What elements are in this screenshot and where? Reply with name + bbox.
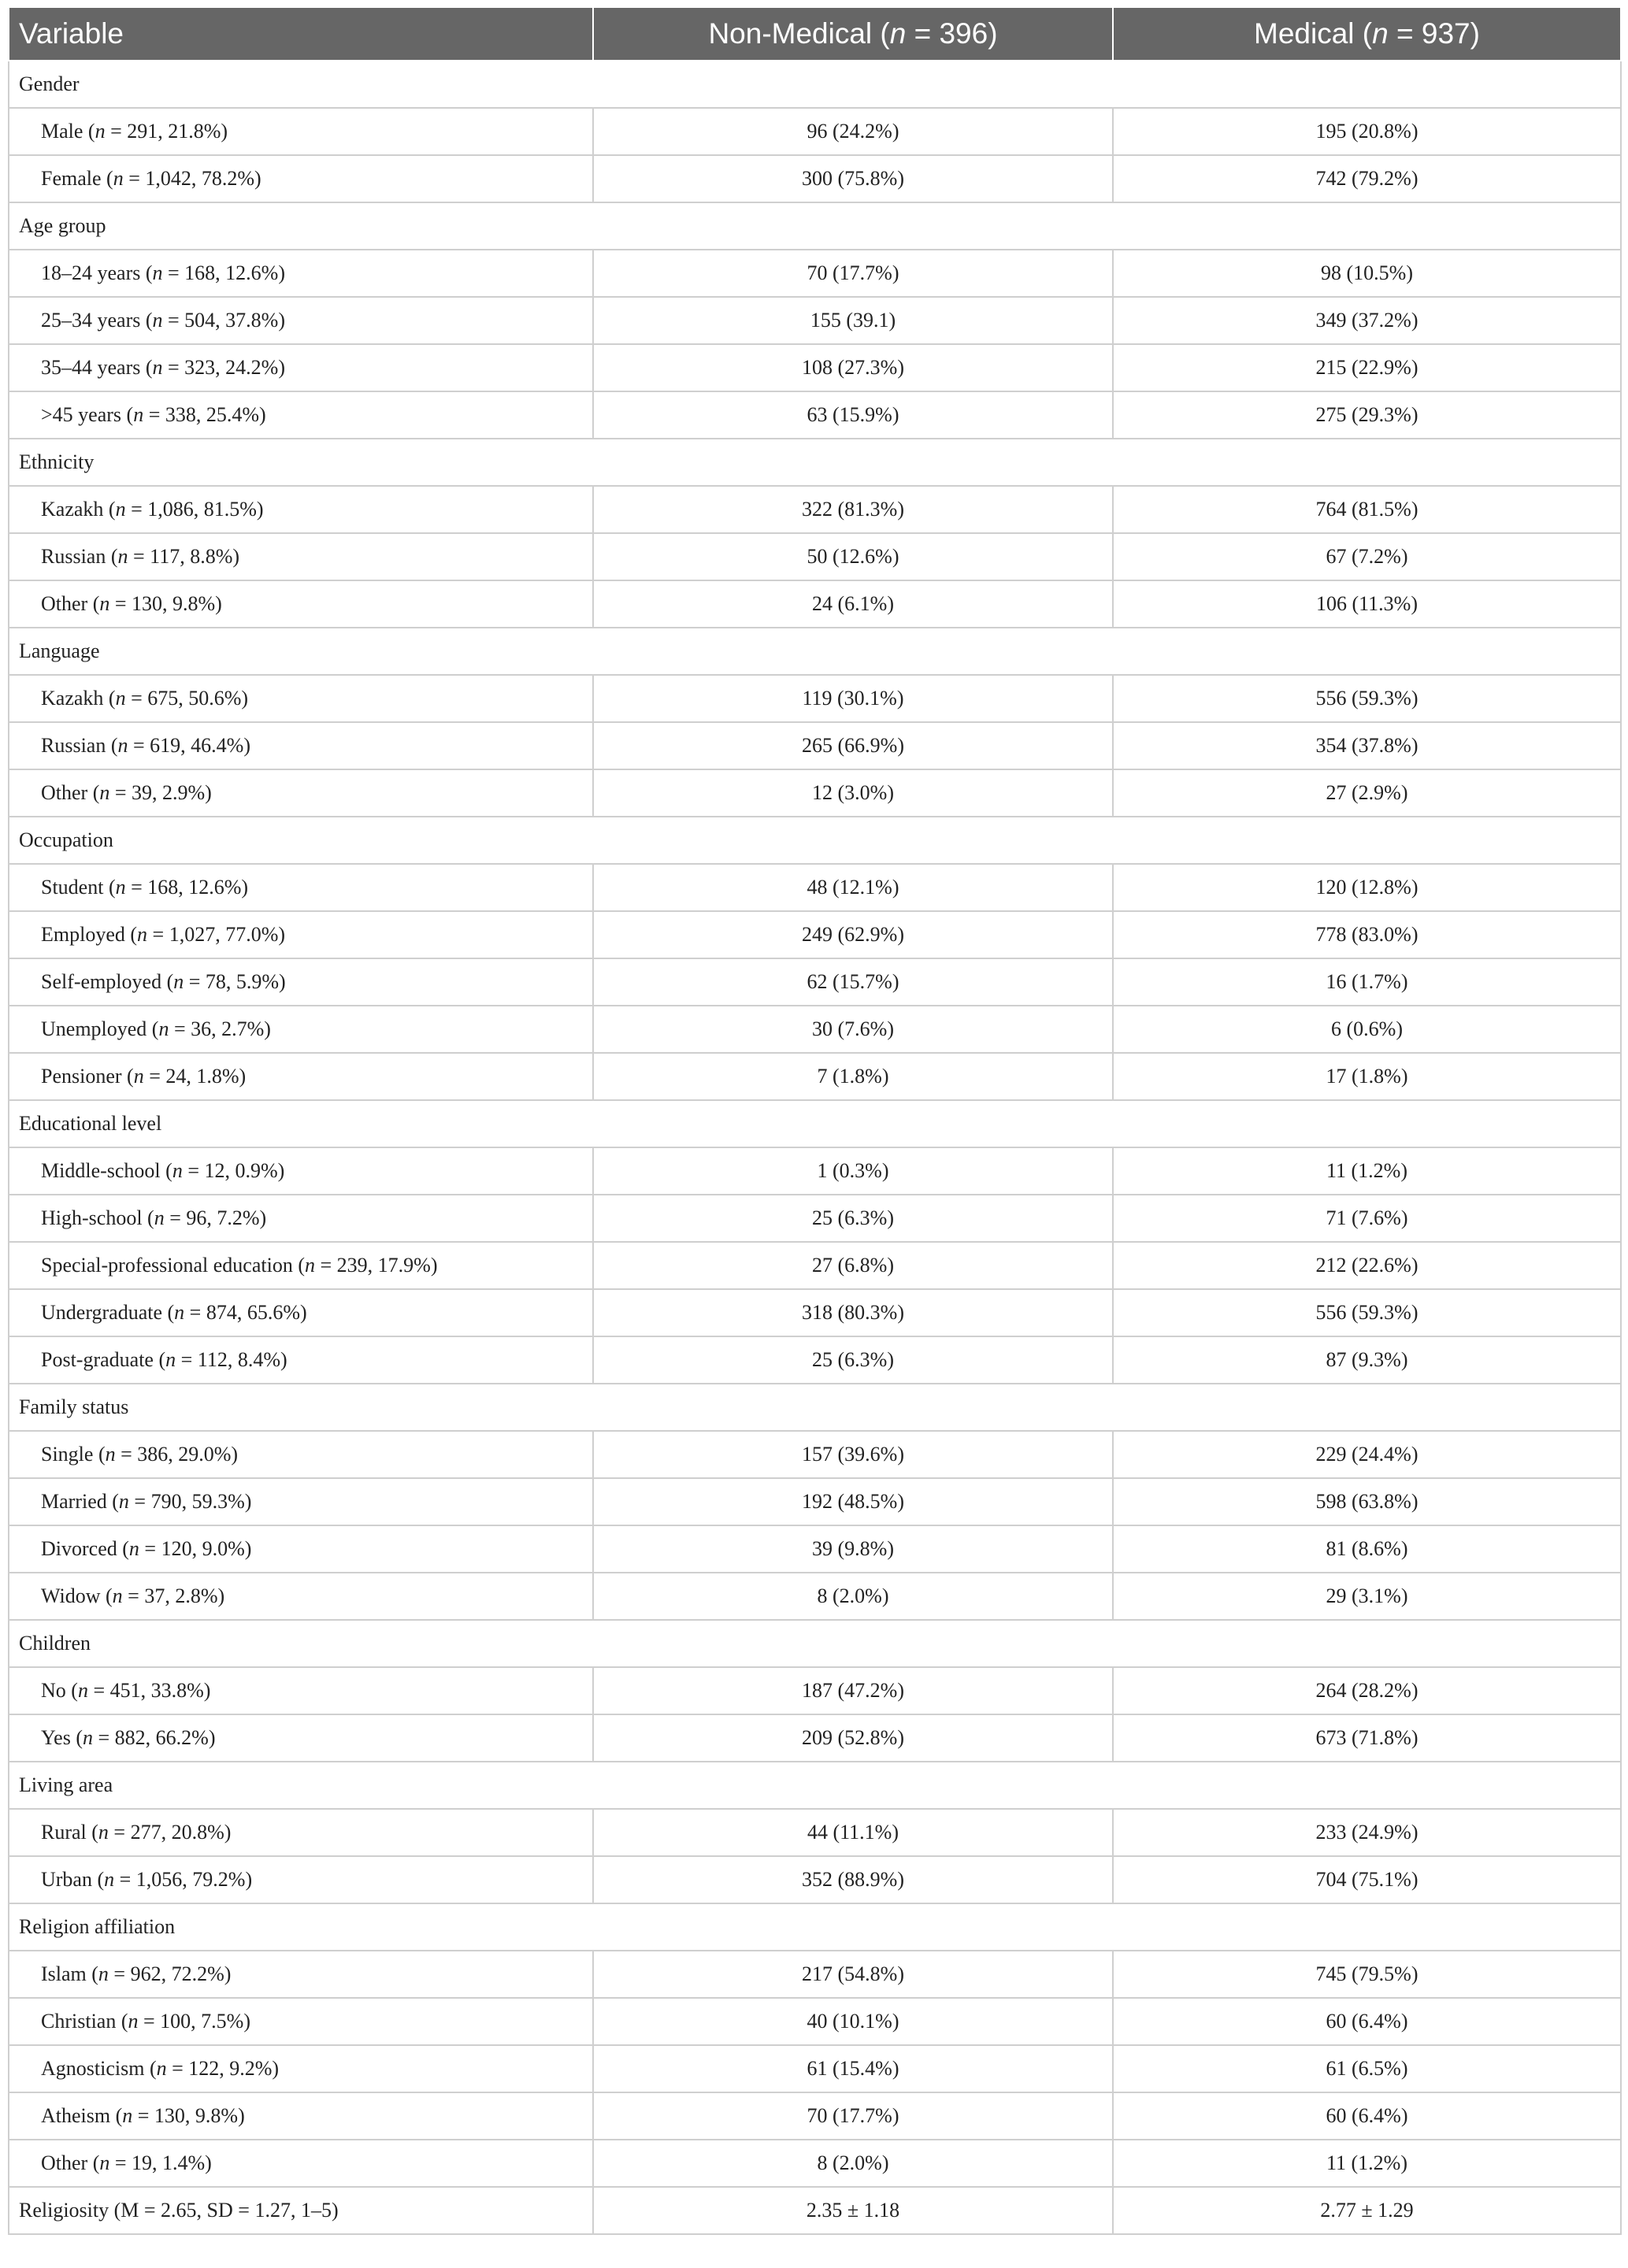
group-header-row (9, 1384, 1621, 1431)
medical-value: 229 (24.4%) (1113, 1431, 1621, 1478)
table-row (9, 911, 1621, 958)
non-medical-value: 48 (12.1%) (593, 864, 1113, 911)
header-medical (1113, 8, 1621, 61)
group-label: Religion affiliation (9, 1903, 1621, 1951)
group-header-row (9, 61, 1621, 108)
row-label (9, 580, 593, 628)
row-label-n: n (112, 1584, 123, 1607)
row-label (9, 1856, 593, 1903)
non-medical-value: 249 (62.9%) (593, 911, 1113, 958)
row-label (9, 1809, 593, 1856)
group-header-row (9, 628, 1621, 675)
row-label-n: n (156, 2057, 167, 2080)
medical-value: 212 (22.6%) (1113, 1242, 1621, 1289)
row-label (9, 1951, 593, 1998)
medical-value: 98 (10.5%) (1113, 250, 1621, 297)
row-label-stats: = 112, 8.4%) (176, 1348, 287, 1371)
row-label (9, 108, 593, 155)
header-medical-n: n (1372, 17, 1389, 50)
table-row (9, 769, 1621, 817)
table-row (9, 1478, 1621, 1525)
row-label (9, 297, 593, 344)
row-label-prefix: Russian ( (41, 734, 118, 757)
header-medical-prefix: Medical ( (1254, 17, 1373, 50)
row-label-stats: = 386, 29.0%) (115, 1443, 239, 1466)
table-row (9, 297, 1621, 344)
non-medical-value: 25 (6.3%) (593, 1195, 1113, 1242)
medical-value: 764 (81.5%) (1113, 486, 1621, 533)
row-label-n: n (118, 1490, 129, 1513)
non-medical-value: 300 (75.8%) (593, 155, 1113, 202)
row-label-prefix: Male ( (41, 120, 95, 143)
row-label-prefix: Other ( (41, 2151, 100, 2174)
medical-value: 11 (1.2%) (1113, 2140, 1621, 2187)
non-medical-value: 12 (3.0%) (593, 769, 1113, 817)
medical-value: 60 (6.4%) (1113, 1998, 1621, 2045)
row-label-stats: = 1,027, 77.0%) (147, 923, 286, 946)
non-medical-value: 8 (2.0%) (593, 1573, 1113, 1620)
non-medical-value: 155 (39.1) (593, 297, 1113, 344)
table-row (9, 250, 1621, 297)
row-label-prefix: Islam ( (41, 1962, 98, 1985)
row-label-n: n (133, 403, 144, 426)
row-label-n: n (174, 1301, 185, 1324)
row-label-n: n (173, 970, 184, 993)
row-label-stats: = 130, 9.8%) (132, 2104, 245, 2127)
medical-value: 29 (3.1%) (1113, 1573, 1621, 1620)
non-medical-value: 217 (54.8%) (593, 1951, 1113, 1998)
row-label (9, 155, 593, 202)
non-medical-value: 8 (2.0%) (593, 2140, 1113, 2187)
row-label-prefix: 25–34 years ( (41, 309, 153, 332)
medical-value: 27 (2.9%) (1113, 769, 1621, 817)
row-label-n: n (98, 1962, 109, 1985)
row-label-stats: = 122, 9.2%) (166, 2057, 280, 2080)
table-row (9, 1431, 1621, 1478)
non-medical-value: 40 (10.1%) (593, 1998, 1113, 2045)
medical-value: 275 (29.3%) (1113, 391, 1621, 439)
header-variable-label: Variable (19, 17, 124, 50)
row-label-stats: = 168, 12.6%) (162, 261, 285, 284)
row-label (9, 1431, 593, 1478)
non-medical-value: 24 (6.1%) (593, 580, 1113, 628)
table-row (9, 1147, 1621, 1195)
row-label-prefix: Christian ( (41, 2010, 128, 2033)
header-non-medical-prefix: Non-Medical ( (708, 17, 890, 50)
row-label (9, 2140, 593, 2187)
row-label-stats: = 96, 7.2%) (164, 1206, 267, 1229)
row-label-n: n (117, 545, 128, 568)
row-label-n: n (165, 1348, 176, 1371)
table-row (9, 1195, 1621, 1242)
row-label-prefix: Kazakh ( (41, 498, 116, 521)
table-row (9, 675, 1621, 722)
header-medical-count: = 937) (1388, 17, 1480, 50)
non-medical-value: 50 (12.6%) (593, 533, 1113, 580)
row-label-stats: = 239, 17.9%) (315, 1254, 438, 1277)
row-label-stats: = 100, 7.5%) (138, 2010, 250, 2033)
row-label (9, 1714, 593, 1762)
non-medical-value: 61 (15.4%) (593, 2045, 1113, 2092)
medical-value: 81 (8.6%) (1113, 1525, 1621, 1573)
medical-value: 120 (12.8%) (1113, 864, 1621, 911)
medical-value: 17 (1.8%) (1113, 1053, 1621, 1100)
non-medical-value: 265 (66.9%) (593, 722, 1113, 769)
group-label: Living area (9, 1762, 1621, 1809)
row-label (9, 486, 593, 533)
non-medical-value: 318 (80.3%) (593, 1289, 1113, 1336)
row-label-stats: = 874, 65.6%) (184, 1301, 307, 1324)
row-label (9, 1006, 593, 1053)
row-label: Religiosity (M = 2.65, SD = 1.27, 1–5) (9, 2187, 593, 2234)
medical-value: 6 (0.6%) (1113, 1006, 1621, 1053)
non-medical-value: 2.35 ± 1.18 (593, 2187, 1113, 2234)
table-row (9, 1525, 1621, 1573)
row-label-stats: = 1,056, 79.2%) (114, 1868, 253, 1891)
table-row (9, 1573, 1621, 1620)
row-label-n: n (98, 1821, 109, 1844)
table-row (9, 155, 1621, 202)
row-label-n: n (158, 1017, 169, 1040)
row-label-n: n (122, 2104, 133, 2127)
row-label-prefix: Pensioner ( (41, 1065, 134, 1088)
medical-value: 106 (11.3%) (1113, 580, 1621, 628)
row-label-prefix: Undergraduate ( (41, 1301, 175, 1324)
table-row (9, 533, 1621, 580)
non-medical-value: 1 (0.3%) (593, 1147, 1113, 1195)
row-label-stats: = 790, 59.3%) (128, 1490, 252, 1513)
non-medical-value: 322 (81.3%) (593, 486, 1113, 533)
row-label-n: n (113, 167, 124, 190)
row-label-n: n (172, 1159, 183, 1182)
non-medical-value: 352 (88.9%) (593, 1856, 1113, 1903)
medical-value: 556 (59.3%) (1113, 1289, 1621, 1336)
row-label-prefix: Russian ( (41, 545, 118, 568)
non-medical-value: 25 (6.3%) (593, 1336, 1113, 1384)
non-medical-value: 119 (30.1%) (593, 675, 1113, 722)
row-label-prefix: Other ( (41, 781, 100, 804)
medical-value: 16 (1.7%) (1113, 958, 1621, 1006)
medical-value: 778 (83.0%) (1113, 911, 1621, 958)
row-label (9, 344, 593, 391)
medical-value: 67 (7.2%) (1113, 533, 1621, 580)
row-label-stats: = 130, 9.8%) (109, 592, 222, 615)
row-label-stats: = 962, 72.2%) (108, 1962, 232, 1985)
row-label-n: n (99, 592, 110, 615)
table-row (9, 958, 1621, 1006)
row-label-stats: = 277, 20.8%) (108, 1821, 232, 1844)
row-label-prefix: Agnosticism ( (41, 2057, 157, 2080)
table-row (9, 864, 1621, 911)
medical-value: 742 (79.2%) (1113, 155, 1621, 202)
row-label (9, 1478, 593, 1525)
row-label-prefix: Special-professional education ( (41, 1254, 305, 1277)
header-non-medical-n: n (889, 17, 907, 50)
row-label (9, 1667, 593, 1714)
row-label-prefix: Married ( (41, 1490, 119, 1513)
table-row (9, 391, 1621, 439)
group-label: Language (9, 628, 1621, 675)
row-label-n: n (77, 1679, 88, 1702)
row-label-n: n (152, 356, 163, 379)
table-row (9, 1809, 1621, 1856)
table-row (9, 580, 1621, 628)
table-row (9, 2045, 1621, 2092)
non-medical-value: 27 (6.8%) (593, 1242, 1113, 1289)
row-label (9, 675, 593, 722)
row-label-stats: = 19, 1.4%) (109, 2151, 212, 2174)
row-label-n: n (152, 309, 163, 332)
row-label-prefix: >45 years ( (41, 403, 134, 426)
row-label-n: n (154, 1206, 165, 1229)
row-label (9, 1573, 593, 1620)
row-label-prefix: Middle-school ( (41, 1159, 172, 1182)
header-non-medical (593, 8, 1113, 61)
group-label: Age group (9, 202, 1621, 250)
medical-value: 745 (79.5%) (1113, 1951, 1621, 1998)
row-label (9, 722, 593, 769)
non-medical-value: 96 (24.2%) (593, 108, 1113, 155)
table-row (9, 1336, 1621, 1384)
row-label-n: n (117, 734, 128, 757)
row-label (9, 911, 593, 958)
table-row (9, 1998, 1621, 2045)
table-row (9, 344, 1621, 391)
row-label-prefix: Self-employed ( (41, 970, 174, 993)
row-label-stats: = 882, 66.2%) (93, 1726, 216, 1749)
row-label-prefix: Divorced ( (41, 1537, 129, 1560)
medical-value: 195 (20.8%) (1113, 108, 1621, 155)
group-label: Educational level (9, 1100, 1621, 1147)
row-label (9, 958, 593, 1006)
row-label-stats: = 338, 25.4%) (143, 403, 266, 426)
medical-value: 704 (75.1%) (1113, 1856, 1621, 1903)
row-label-prefix: Rural ( (41, 1821, 98, 1844)
row-label-stats: = 36, 2.7%) (169, 1017, 271, 1040)
row-label-n: n (99, 781, 110, 804)
row-label-prefix: Student ( (41, 876, 116, 899)
row-label-stats: = 1,042, 78.2%) (123, 167, 261, 190)
row-label-n: n (305, 1254, 315, 1277)
row-label-stats: = 451, 33.8%) (87, 1679, 211, 1702)
non-medical-value: 70 (17.7%) (593, 250, 1113, 297)
non-medical-value: 192 (48.5%) (593, 1478, 1113, 1525)
medical-value: 233 (24.9%) (1113, 1809, 1621, 1856)
non-medical-value: 70 (17.7%) (593, 2092, 1113, 2140)
row-label-prefix: Urban ( (41, 1868, 105, 1891)
header-variable (9, 8, 593, 61)
medical-value: 215 (22.9%) (1113, 344, 1621, 391)
non-medical-value: 63 (15.9%) (593, 391, 1113, 439)
row-label-stats: = 24, 1.8%) (143, 1065, 247, 1088)
header-non-medical-count: = 396) (906, 17, 998, 50)
demographics-table-container (8, 8, 1620, 2235)
non-medical-value: 209 (52.8%) (593, 1714, 1113, 1762)
medical-value: 11 (1.2%) (1113, 1147, 1621, 1195)
medical-value: 673 (71.8%) (1113, 1714, 1621, 1762)
group-label: Ethnicity (9, 439, 1621, 486)
row-label (9, 2092, 593, 2140)
row-label-stats: = 78, 5.9%) (184, 970, 286, 993)
row-label-n: n (128, 2010, 139, 2033)
group-header-row (9, 1620, 1621, 1667)
medical-value: 61 (6.5%) (1113, 2045, 1621, 2092)
row-label-stats: = 504, 37.8%) (162, 309, 285, 332)
row-label-prefix: Kazakh ( (41, 687, 116, 710)
row-label-stats: = 168, 12.6%) (125, 876, 249, 899)
group-header-row (9, 202, 1621, 250)
table-row (9, 1667, 1621, 1714)
row-label-prefix: Other ( (41, 592, 100, 615)
non-medical-value: 44 (11.1%) (593, 1809, 1113, 1856)
row-label (9, 1053, 593, 1100)
non-medical-value: 39 (9.8%) (593, 1525, 1113, 1573)
medical-value: 349 (37.2%) (1113, 297, 1621, 344)
table-row (9, 1289, 1621, 1336)
row-label-n: n (115, 687, 126, 710)
row-label-n: n (115, 498, 126, 521)
non-medical-value: 157 (39.6%) (593, 1431, 1113, 1478)
medical-value: 556 (59.3%) (1113, 675, 1621, 722)
row-label (9, 2045, 593, 2092)
row-label-n: n (99, 2151, 110, 2174)
group-header-row (9, 1762, 1621, 1809)
table-row (9, 1951, 1621, 1998)
group-label: Family status (9, 1384, 1621, 1431)
row-label-prefix: Unemployed ( (41, 1017, 159, 1040)
table-row (9, 722, 1621, 769)
row-label (9, 1525, 593, 1573)
non-medical-value: 62 (15.7%) (593, 958, 1113, 1006)
non-medical-value: 108 (27.3%) (593, 344, 1113, 391)
row-label-n: n (95, 120, 106, 143)
row-label (9, 1998, 593, 2045)
row-label-n: n (152, 261, 163, 284)
row-label-prefix: Widow ( (41, 1584, 113, 1607)
row-label-prefix: Single ( (41, 1443, 106, 1466)
row-label-prefix: Atheism ( (41, 2104, 123, 2127)
non-medical-value: 187 (47.2%) (593, 1667, 1113, 1714)
group-header-row (9, 439, 1621, 486)
medical-value: 264 (28.2%) (1113, 1667, 1621, 1714)
row-label-prefix: High-school ( (41, 1206, 154, 1229)
table-row (9, 1053, 1621, 1100)
table-row (9, 108, 1621, 155)
row-label-stats: = 12, 0.9%) (182, 1159, 285, 1182)
medical-value: 71 (7.6%) (1113, 1195, 1621, 1242)
medical-value: 60 (6.4%) (1113, 2092, 1621, 2140)
row-label-n: n (137, 923, 148, 946)
table-row (9, 1714, 1621, 1762)
row-label-prefix: 18–24 years ( (41, 261, 153, 284)
row-label-n: n (104, 1868, 115, 1891)
row-label (9, 1195, 593, 1242)
summary-row (9, 2187, 1621, 2234)
medical-value: 87 (9.3%) (1113, 1336, 1621, 1384)
demographics-table (8, 8, 1622, 2235)
row-label-stats: = 37, 2.8%) (122, 1584, 225, 1607)
row-label (9, 864, 593, 911)
row-label-stats: = 1,086, 81.5%) (125, 498, 264, 521)
row-label (9, 1242, 593, 1289)
row-label-stats: = 619, 46.4%) (128, 734, 250, 757)
table-row (9, 1006, 1621, 1053)
group-header-row (9, 1100, 1621, 1147)
row-label-prefix: Employed ( (41, 923, 138, 946)
row-label (9, 1147, 593, 1195)
row-label-n: n (115, 876, 126, 899)
table-row (9, 2140, 1621, 2187)
row-label-stats: = 117, 8.8%) (128, 545, 240, 568)
row-label-n: n (105, 1443, 116, 1466)
row-label-n: n (128, 1537, 139, 1560)
row-label (9, 391, 593, 439)
group-label: Gender (9, 61, 1621, 108)
table-header (9, 8, 1621, 61)
table-row (9, 486, 1621, 533)
row-label (9, 250, 593, 297)
row-label (9, 533, 593, 580)
medical-value: 2.77 ± 1.29 (1113, 2187, 1621, 2234)
group-header-row (9, 1903, 1621, 1951)
row-label-stats: = 291, 21.8%) (105, 120, 228, 143)
header-row (9, 8, 1621, 61)
row-label (9, 1289, 593, 1336)
row-label-prefix: 35–44 years ( (41, 356, 153, 379)
non-medical-value: 7 (1.8%) (593, 1053, 1113, 1100)
row-label-prefix: Post-graduate ( (41, 1348, 166, 1371)
group-label: Children (9, 1620, 1621, 1667)
table-body (9, 61, 1621, 2234)
row-label-prefix: No ( (41, 1679, 78, 1702)
group-header-row (9, 817, 1621, 864)
row-label-n: n (133, 1065, 144, 1088)
table-row (9, 2092, 1621, 2140)
row-label-stats: = 675, 50.6%) (125, 687, 249, 710)
table-row (9, 1242, 1621, 1289)
row-label-n: n (83, 1726, 93, 1749)
group-label: Occupation (9, 817, 1621, 864)
row-label (9, 1336, 593, 1384)
row-label (9, 769, 593, 817)
non-medical-value: 30 (7.6%) (593, 1006, 1113, 1053)
medical-value: 354 (37.8%) (1113, 722, 1621, 769)
row-label-prefix: Yes ( (41, 1726, 83, 1749)
row-label-stats: = 323, 24.2%) (162, 356, 285, 379)
row-label-stats: = 39, 2.9%) (109, 781, 212, 804)
row-label-prefix: Female ( (41, 167, 113, 190)
medical-value: 598 (63.8%) (1113, 1478, 1621, 1525)
table-row (9, 1856, 1621, 1903)
row-label-stats: = 120, 9.0%) (139, 1537, 252, 1560)
